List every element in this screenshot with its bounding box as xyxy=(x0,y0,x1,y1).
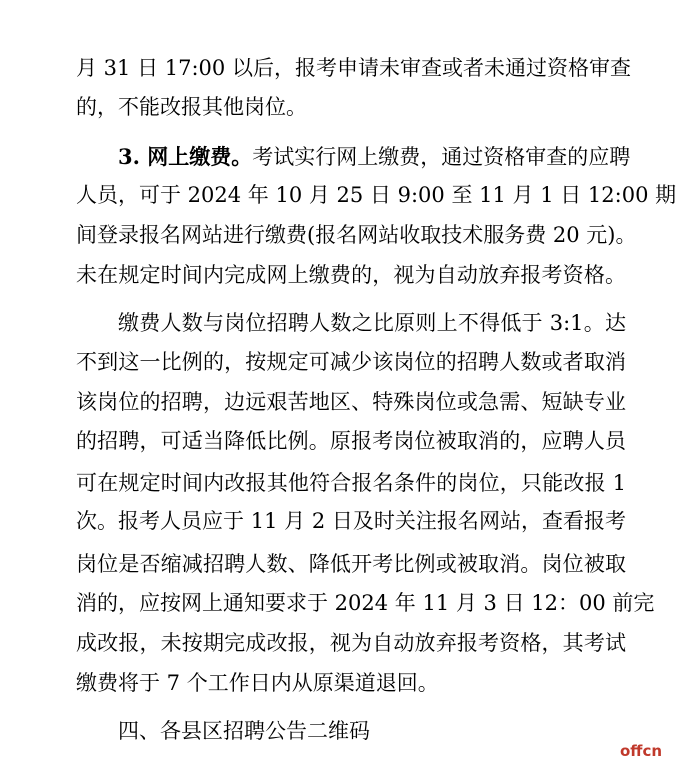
line-text: 的招聘，可适当降低比例。原报考岗位被取消的，应聘人员 xyxy=(76,429,626,453)
line-text: 考试实行网上缴费，通过资格审查的应聘 xyxy=(252,145,631,169)
line-text: 次。报考人员应于 11 月 2 日及时关注报名网站，查看报考 xyxy=(76,509,626,533)
line-text: 该岗位的招聘，边远艰苦地区、特殊岗位或急需、短缺专业 xyxy=(76,390,626,414)
text-line xyxy=(118,144,631,170)
text-line xyxy=(118,718,626,744)
text-line xyxy=(76,389,626,415)
text-line xyxy=(76,551,626,577)
line-text: 四、各县区招聘公告二维码 xyxy=(118,719,370,743)
line-text: 缴费人数与岗位招聘人数之比原则上不得低于 3:1。达 xyxy=(118,311,626,335)
text-line xyxy=(76,630,626,656)
text-line xyxy=(76,262,626,288)
line-text: 人员，可于 2024 年 10 月 25 日 9:00 至 11 月 1 日 12:00 期 xyxy=(76,183,677,207)
line-text: 间登录报名网站进行缴费(报名网站收取技术服务费 20 元)。 xyxy=(76,223,637,247)
line-text: 成改报，未按期完成改报，视为自动放弃报考资格，其考试 xyxy=(76,631,626,655)
text-line xyxy=(76,222,637,248)
text-line xyxy=(76,55,631,81)
line-text: 岗位是否缩减招聘人数、降低开考比例或被取消。岗位被取 xyxy=(76,552,626,576)
line-text: 缴费将于 7 个工作日内从原渠道退回。 xyxy=(76,671,439,695)
text-line xyxy=(76,670,626,696)
text-line xyxy=(76,590,655,616)
line-text: 可在规定时间内改报其他符合报名条件的岗位，只能改报 1 xyxy=(76,471,626,495)
text-line xyxy=(118,310,626,336)
text-line xyxy=(76,428,626,454)
text-line xyxy=(76,349,626,375)
line-text: 消的，应按网上通知要求于 2024 年 11 月 3 日 12：00 前完 xyxy=(76,591,655,615)
text-line xyxy=(76,508,626,534)
text-line xyxy=(76,470,626,496)
line-text: 的，不能改报其他岗位。 xyxy=(76,95,307,119)
line-text: 月 31 日 17:00 以后，报考申请未审查或者未通过资格审查 xyxy=(76,56,631,80)
text-line xyxy=(76,182,677,208)
offcn-watermark: offcn xyxy=(620,742,663,760)
line-text: 不到这一比例的，按规定可减少该岗位的招聘人数或者取消 xyxy=(76,350,626,374)
line-text: 未在规定时间内完成网上缴费的，视为自动放弃报考资格。 xyxy=(76,263,626,287)
text-line xyxy=(76,94,626,120)
section-heading: 3. 网上缴费。 xyxy=(118,144,253,169)
